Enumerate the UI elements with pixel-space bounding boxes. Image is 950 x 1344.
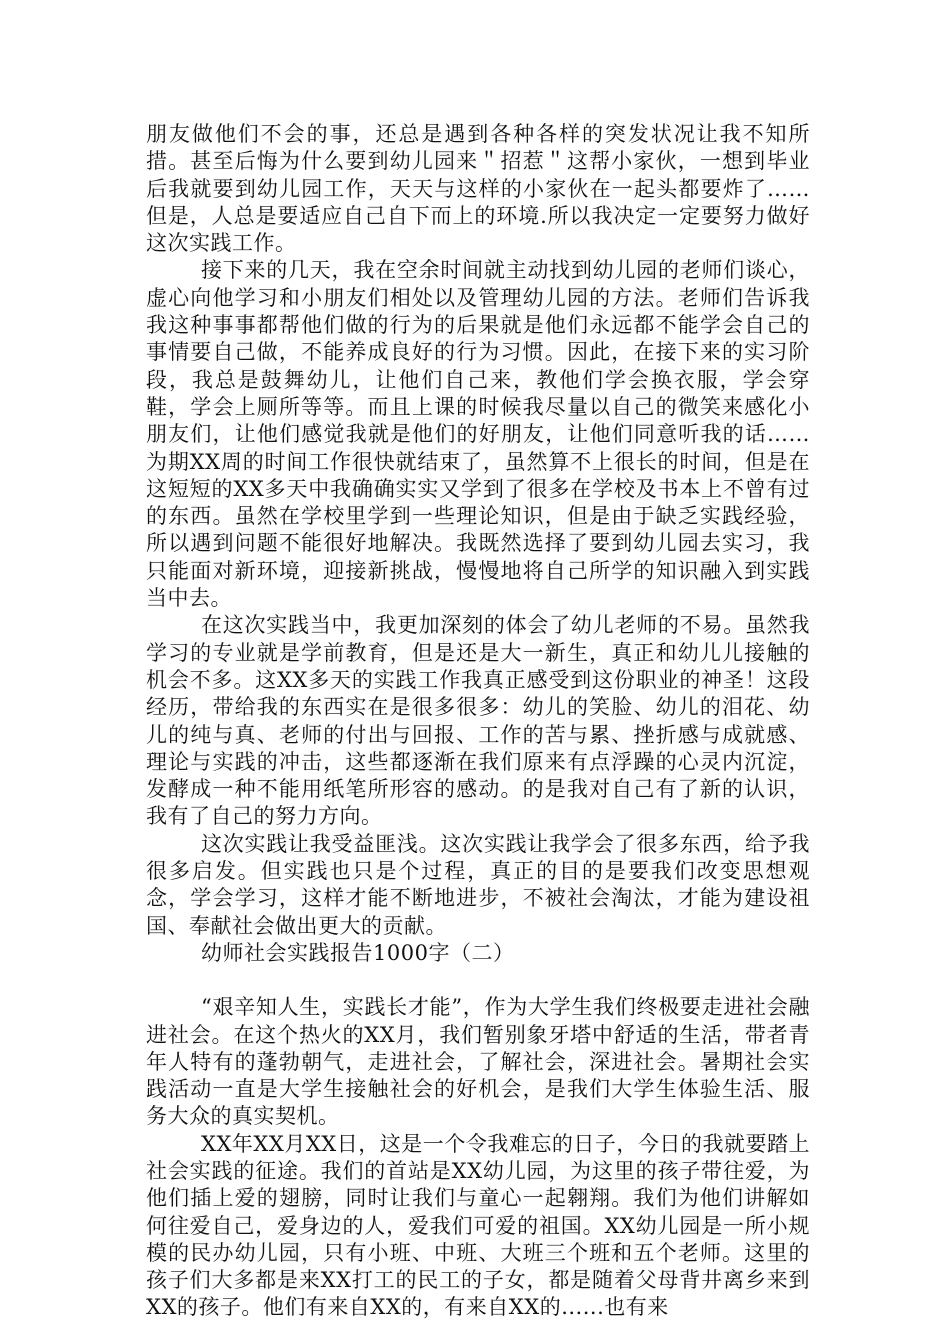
paragraph: 接下来的几天，我在空余时间就主动找到幼儿园的老师们谈心，虚心向他学习和小朋友们相处以及管理幼儿园的方法。老师们告诉我我这种事事都帮他们做的行为的后果就是他们永远都不能学会自己的事情要自己做，不能养成良好的行为习惯。因此，在接下来的实习阶段，我总是鼓舞幼儿，让他们自己来，教他们学会换衣服，学会穿鞋，学会上厕所等等。而且上课的时候我尽量以自己的微笑来感化小朋友们，让他们感觉我就是他们的好朋友，让他们同意听我的话……为期XX周的时间工作很快就结束了，虽然算不上很长的时间，但是在这短短的XX多天中我确确实实又学到了很多在学校及书本上不曾有过的东西。虽然在学校里学到一些理论知识，但是由于缺乏实践经验，所以遇到问题不能很好地解决。我既然选择了要到幼儿园去实习，我只能面对新环境，迎接新挑战，慢慢地将自己所学的知识融入到实践当中去。 — [146, 258, 810, 611]
section-title: 幼师社会实践报告1000字（二） — [201, 940, 515, 965]
paragraph-continuation: 朋友做他们不会的事，还总是遇到各种各样的突发状况让我不知所措。甚至后悔为什么要到幼儿园来＂招惹＂这帮小家伙，一想到毕业后我就要到幼儿园工作，天天与这样的小家伙在一起头都要炸了……但是，人总是要适应自己自下而上的环境.所以我决定一定要努力做好这次实践工作。 — [146, 122, 810, 256]
document-body — [146, 121, 810, 1322]
paragraph: “艰辛知人生，实践长才能”，作为大学生我们终极要走进社会融进社会。在这个热火的XX月，我们暂别象牙塔中舒适的生活，带者青年人特有的蓬勃朝气，走进社会，了解社会，深进社会。暑期社会实践活动一直是大学生接触社会的好机会，是我们大学生体验生活、服务大众的真实契机。 — [146, 995, 810, 1129]
paragraph: 在这次实践当中，我更加深刻的体会了幼儿老师的不易。虽然我学习的专业就是学前教育，但是还是大一新生，真正和幼儿儿接触的机会不多。这XX多天的实践工作我真正感受到这份职业的神圣！这段经历，带给我的东西实在是很多很多：幼儿的笑脸、幼儿的泪花、幼儿的纯与真、老师的付出与回报、工作的苦与累、挫折感与成就感、理论与实践的冲击，这些都逐渐在我们原来有点浮躁的心灵内沉淀，发酵成一种不能用纸笔所形容的感动。的是我对自己有了新的认识，我有了自己的努力方向。 — [146, 613, 810, 829]
blank-line — [146, 967, 810, 994]
paragraph: XX年XX月XX日，这是一个令我难忘的日子，今日的我就要踏上社会实践的征途。我们的首站是XX幼儿园，为这里的孩子带往爱，为他们插上爱的翅膀，同时让我们与童心一起翱翔。我们为他们讲解如何往爱自己，爱身边的人，爱我们可爱的祖国。XX幼儿园是一所小规模的民办幼儿园，只有小班、中班、大班三个班和五个老师。这里的孩子们大多都是来XX打工的民工的子女，都是随着父母背井离乡来到XX的孩子。他们有来自XX的，有来自XX的......也有来 — [146, 1131, 810, 1320]
paragraph: 这次实践让我受益匪浅。这次实践让我学会了很多东西，给予我很多启发。但实践也只是个过程，真正的目的是要我们改变思想观念，学会学习，这样才能不断地进步，不被社会淘汰，才能为建设祖国、奉献社会做出更大的贡献。 — [146, 831, 810, 938]
